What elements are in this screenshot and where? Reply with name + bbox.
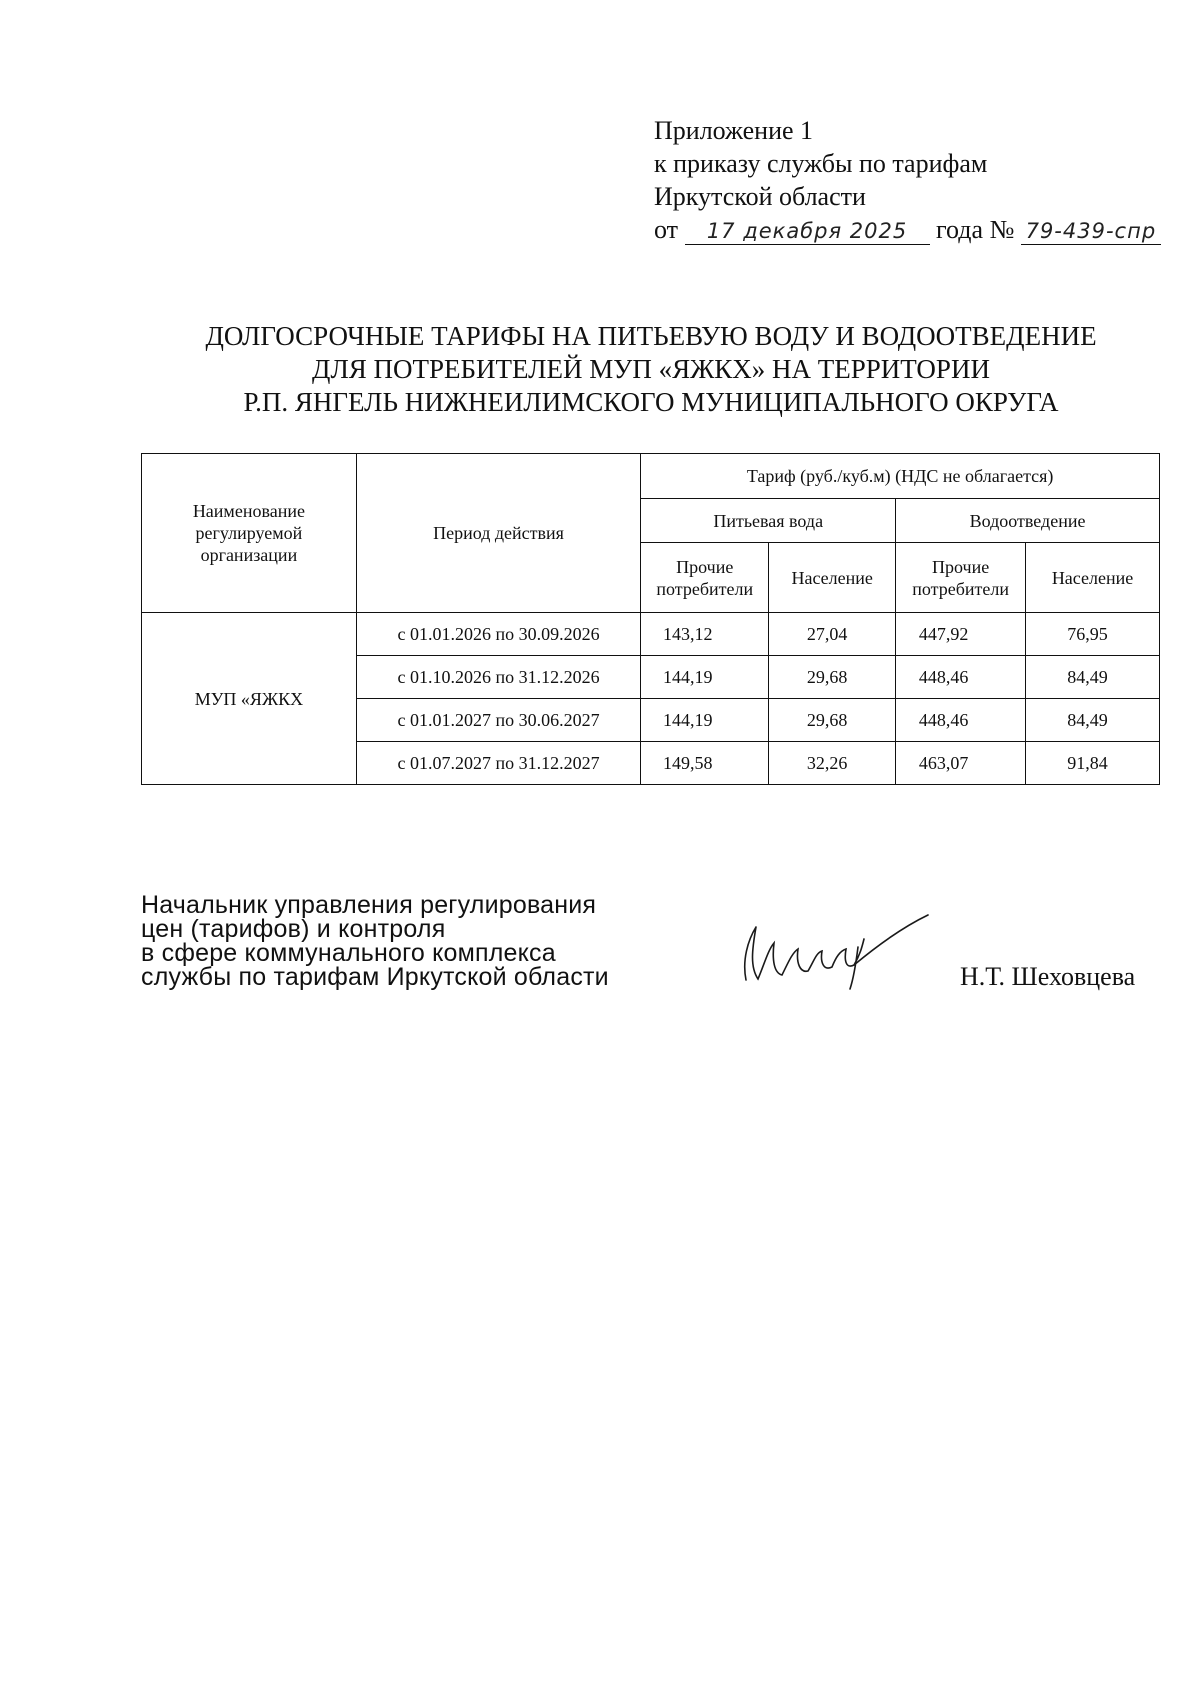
sewage-population-cell: 76,95 (1026, 613, 1160, 656)
period-cell: с 01.01.2027 по 30.06.2027 (356, 699, 641, 742)
sewage-other-cell: 447,92 (896, 613, 1026, 656)
header-water-population: Население (769, 543, 896, 613)
water-other-cell: 149,58 (641, 742, 769, 785)
position-line-4: службы по тарифам Иркутской области (141, 963, 609, 991)
water-population-cell: 29,68 (769, 656, 896, 699)
header-period: Период действия (356, 454, 641, 613)
handwritten-signature-icon (728, 905, 938, 1000)
water-population-cell: 32,26 (769, 742, 896, 785)
header-tariff: Тариф (руб./куб.м) (НДС не облагается) (641, 454, 1160, 499)
header-sewage: Водоотведение (896, 499, 1160, 543)
water-other-cell: 144,19 (641, 699, 769, 742)
handwritten-date: 17 декабря 2025 (685, 218, 930, 245)
document-title (140, 320, 1162, 419)
handwritten-order-number: 79-439-спр (1021, 218, 1161, 245)
water-population-cell: 27,04 (769, 613, 896, 656)
sewage-population-cell: 84,49 (1026, 699, 1160, 742)
header-sewage-population: Население (1026, 543, 1160, 613)
position-line-2: цен (тарифов) и контроля (141, 915, 446, 943)
appendix-line-2: к приказу службы по тарифам (654, 149, 988, 178)
appendix-line-1: Приложение 1 (654, 116, 814, 145)
header-drinking-water: Питьевая вода (641, 499, 896, 543)
period-cell: с 01.10.2026 по 31.12.2026 (356, 656, 641, 699)
header-org-name: Наименование регулируемой организации (142, 454, 357, 613)
title-line-1: ДОЛГОСРОЧНЫЕ ТАРИФЫ НА ПИТЬЕВУЮ ВОДУ И ВОДООТВЕДЕНИЕ (205, 321, 1097, 351)
signatory-name: Н.Т. Шеховцева (960, 962, 1136, 991)
header-sewage-other: Прочие потребители (896, 543, 1026, 613)
period-cell: с 01.07.2027 по 31.12.2027 (356, 742, 641, 785)
tariff-table (141, 453, 1160, 785)
appendix-line-3: Иркутской области (654, 182, 866, 211)
sewage-population-cell: 91,84 (1026, 742, 1160, 785)
sewage-other-cell: 448,46 (896, 656, 1026, 699)
position-line-3: в сфере коммунального комплекса (141, 939, 556, 967)
water-other-cell: 144,19 (641, 656, 769, 699)
header-water-other: Прочие потребители (641, 543, 769, 613)
appendix-date-line (654, 213, 1161, 246)
title-line-3: Р.П. ЯНГЕЛЬ НИЖНЕИЛИМСКОГО МУНИЦИПАЛЬНОГО ОКРУГА (243, 387, 1059, 417)
year-number-label: года № (936, 215, 1015, 244)
sewage-other-cell: 448,46 (896, 699, 1026, 742)
period-cell: с 01.01.2026 по 30.09.2026 (356, 613, 641, 656)
table-row (142, 613, 1160, 656)
water-population-cell: 29,68 (769, 699, 896, 742)
table-header-row-1 (142, 454, 1160, 499)
signatory-position (141, 893, 609, 989)
water-other-cell: 143,12 (641, 613, 769, 656)
org-name-cell: МУП «ЯЖКХ (142, 613, 357, 785)
sewage-other-cell: 463,07 (896, 742, 1026, 785)
from-label: от (654, 215, 679, 244)
position-line-1: Начальник управления регулирования (141, 891, 597, 919)
title-line-2: ДЛЯ ПОТРЕБИТЕЛЕЙ МУП «ЯЖКХ» НА ТЕРРИТОРИИ (312, 354, 990, 384)
appendix-header (654, 114, 1161, 246)
sewage-population-cell: 84,49 (1026, 656, 1160, 699)
